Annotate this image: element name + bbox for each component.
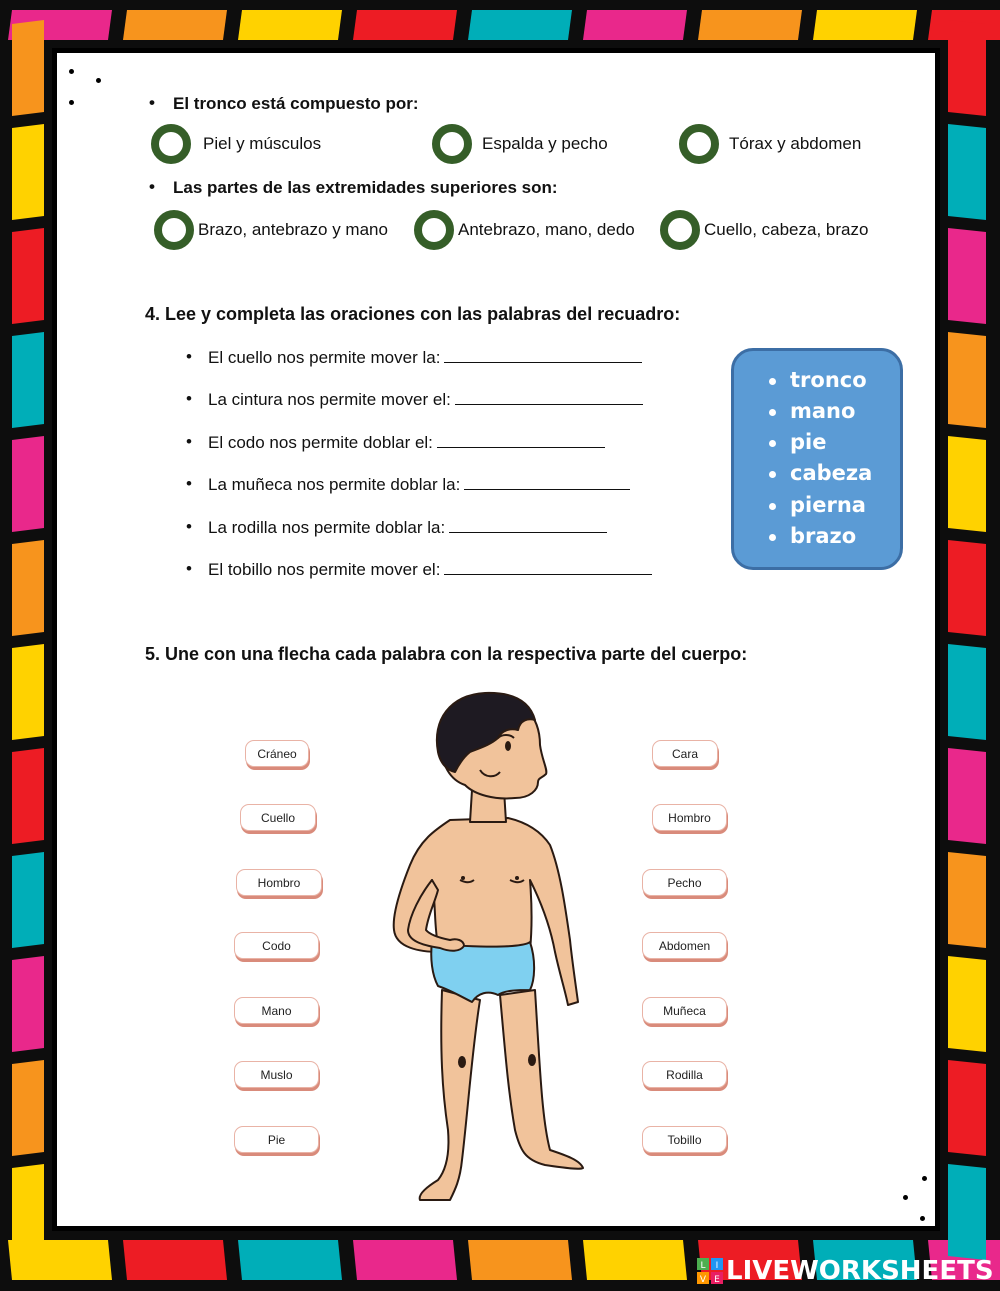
label-codo[interactable]: Codo — [234, 932, 319, 959]
border-stripe — [948, 644, 986, 740]
border-stripe — [948, 956, 986, 1052]
border-stripe — [468, 1240, 572, 1280]
word-bank-item: cabeza — [790, 461, 873, 485]
boy-body-illustration — [380, 690, 610, 1205]
sentence-cintura — [208, 390, 643, 410]
border-stripe — [948, 1164, 986, 1260]
word-bank-item: tronco — [790, 368, 867, 392]
sentence-text: La cintura nos permite mover el: — [208, 390, 451, 409]
border-stripe — [583, 1240, 687, 1280]
radio-button[interactable] — [432, 124, 472, 164]
answer-blank[interactable] — [464, 475, 630, 490]
label-hombro[interactable]: Hombro — [236, 869, 322, 896]
border-stripe — [12, 228, 44, 324]
sentence-tobillo — [208, 560, 652, 580]
label-tobillo[interactable]: Tobillo — [642, 1126, 727, 1153]
border-stripe — [948, 1060, 986, 1156]
question-4-heading: 4. Lee y completa las oraciones con las palabras del recuadro: — [145, 304, 681, 324]
answer-blank[interactable] — [449, 518, 607, 533]
sentence-text: El cuello nos permite mover la: — [208, 348, 441, 367]
logo-badge-icon — [697, 1258, 723, 1284]
word-bank-item: brazo — [790, 524, 857, 548]
border-stripe — [12, 124, 44, 220]
decor-dot — [69, 100, 74, 105]
decor-dot — [69, 69, 74, 74]
sentence-codo — [208, 433, 605, 453]
decor-dot — [920, 1216, 925, 1221]
border-stripe — [12, 1164, 44, 1260]
liveworksheets-logo — [697, 1256, 994, 1286]
label-muslo[interactable]: Muslo — [234, 1061, 319, 1088]
logo-badge-letter: V — [699, 1275, 707, 1284]
border-stripe — [948, 852, 986, 948]
radio-button[interactable] — [151, 124, 191, 164]
radio-button[interactable] — [154, 210, 194, 250]
label-mano[interactable]: Mano — [234, 997, 319, 1024]
border-stripe — [12, 1060, 44, 1156]
logo-badge-letter: I — [715, 1261, 719, 1271]
option-cuello-cabeza-brazo[interactable] — [660, 210, 868, 250]
word-bank-item: pierna — [790, 493, 866, 517]
border-stripe — [353, 1240, 457, 1280]
answer-blank[interactable] — [444, 348, 642, 363]
question-5-heading: 5. Une con una flecha cada palabra con la respectiva parte del cuerpo: — [145, 644, 748, 664]
question-tronco: • El tronco está compuesto por: — [173, 94, 419, 114]
word-bank-box — [731, 348, 903, 570]
radio-button[interactable] — [679, 124, 719, 164]
label-craneo[interactable]: Cráneo — [245, 740, 309, 767]
question-extremidades: • Las partes de las extremidades superiores son: — [173, 178, 558, 198]
option-espalda-pecho[interactable] — [432, 124, 608, 164]
border-stripe — [948, 748, 986, 844]
border-stripe — [12, 332, 44, 428]
border-stripe — [12, 436, 44, 532]
border-stripe — [948, 228, 986, 324]
border-stripe — [948, 20, 986, 116]
border-stripe — [698, 10, 802, 40]
option-piel-musculos[interactable] — [151, 124, 321, 164]
border-stripe — [583, 10, 687, 40]
word-bank-item: mano — [790, 399, 856, 423]
logo-badge-letter: E — [714, 1275, 720, 1284]
border-stripe — [123, 10, 227, 40]
option-label: Brazo, antebrazo y mano — [198, 220, 388, 239]
label-hombro-right[interactable]: Hombro — [652, 804, 727, 831]
option-label: Antebrazo, mano, dedo — [458, 220, 635, 239]
sentence-text: El codo nos permite doblar el: — [208, 433, 433, 452]
option-label: Piel y músculos — [203, 134, 322, 153]
border-stripe — [948, 332, 986, 428]
border-stripe — [948, 436, 986, 532]
border-stripe — [12, 20, 44, 116]
label-cuello[interactable]: Cuello — [240, 804, 316, 831]
label-rodilla[interactable]: Rodilla — [642, 1061, 727, 1088]
sentence-text: La rodilla nos permite doblar la: — [208, 518, 446, 537]
option-antebrazo-mano-dedo[interactable] — [414, 210, 635, 250]
border-stripe — [12, 748, 44, 844]
label-muneca[interactable]: Muñeca — [642, 997, 727, 1024]
sentence-text: El tobillo nos permite mover el: — [208, 560, 441, 579]
option-label: Espalda y pecho — [482, 134, 608, 153]
border-stripe — [12, 540, 44, 636]
radio-button[interactable] — [660, 210, 700, 250]
border-stripe — [238, 1240, 342, 1280]
label-abdomen[interactable]: Abdomen — [642, 932, 727, 959]
word-bank-item: pie — [790, 430, 827, 454]
label-cara[interactable]: Cara — [652, 740, 718, 767]
logo-badge-letter: L — [700, 1261, 706, 1271]
sentence-text: La muñeca nos permite doblar la: — [208, 475, 461, 494]
border-stripe — [12, 956, 44, 1052]
option-torax-abdomen[interactable] — [679, 124, 861, 164]
sentence-rodilla — [208, 518, 607, 538]
border-stripe — [12, 644, 44, 740]
option-label: Cuello, cabeza, brazo — [704, 220, 869, 239]
decor-dot — [96, 78, 101, 83]
border-stripe — [238, 10, 342, 40]
answer-blank[interactable] — [455, 390, 643, 405]
sentence-muneca — [208, 475, 630, 495]
border-stripe — [948, 124, 986, 220]
border-stripe — [123, 1240, 227, 1280]
label-pecho[interactable]: Pecho — [642, 869, 727, 896]
border-stripe — [948, 540, 986, 636]
option-label: Tórax y abdomen — [729, 134, 862, 153]
sentence-cuello — [208, 348, 642, 368]
decor-dot — [903, 1195, 908, 1200]
border-stripe — [813, 10, 917, 40]
logo-text: LIVEWORKSHEETS — [726, 1256, 994, 1286]
answer-blank[interactable] — [437, 433, 605, 448]
border-stripe — [353, 10, 457, 40]
border-stripe — [468, 10, 572, 40]
border-stripe — [12, 852, 44, 948]
answer-blank[interactable] — [444, 560, 652, 575]
option-brazo-antebrazo-mano[interactable] — [154, 210, 388, 250]
label-pie[interactable]: Pie — [234, 1126, 319, 1153]
decor-dot — [922, 1176, 927, 1181]
radio-button[interactable] — [414, 210, 454, 250]
